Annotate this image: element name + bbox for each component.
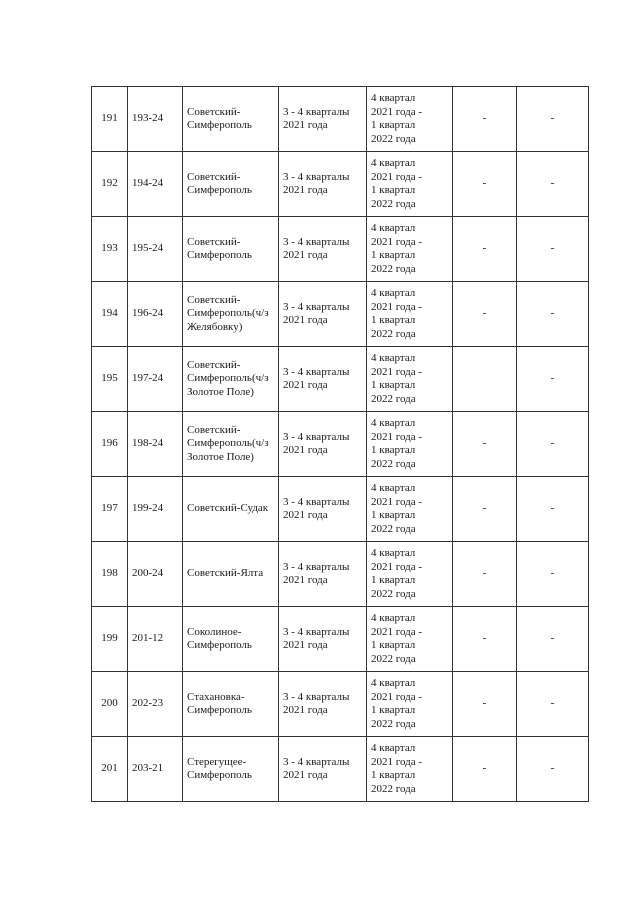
row-number-text: 199	[101, 632, 118, 645]
cell-term	[367, 477, 453, 542]
cell-value-col6	[453, 542, 517, 607]
table-row	[92, 607, 589, 672]
route-name-text: Стахановка- Симферополь	[187, 690, 252, 716]
row-number-text: 201	[101, 762, 118, 775]
period-text: 3 - 4 кварталы 2021 года	[283, 495, 350, 521]
period-text: 3 - 4 кварталы 2021 года	[283, 690, 350, 716]
cell-row-number	[92, 87, 128, 152]
row-number-text: 195	[101, 372, 118, 385]
cell-period	[279, 152, 367, 217]
cell-value-col6	[453, 412, 517, 477]
table-row	[92, 737, 589, 802]
term-text: 4 квартал 2021 года - 1 квартал 2022 года	[371, 222, 423, 275]
route-name-text: Советский- Симферополь	[187, 105, 252, 131]
route-code-text: 194-24	[132, 177, 164, 190]
term-text: 4 квартал 2021 года - 1 квартал 2022 года	[371, 547, 423, 600]
table-row	[92, 152, 589, 217]
row-number-text: 198	[101, 567, 118, 580]
cell-row-number	[92, 282, 128, 347]
period-text: 3 - 4 кварталы 2021 года	[283, 300, 350, 326]
route-code-text: 195-24	[132, 242, 164, 255]
term-text: 4 квартал 2021 года - 1 квартал 2022 года	[371, 92, 423, 145]
cell-route-code	[128, 737, 183, 802]
cell-route-code	[128, 672, 183, 737]
value-col7-text: -	[550, 762, 555, 775]
period-text: 3 - 4 кварталы 2021 года	[283, 170, 350, 196]
cell-route-name	[183, 152, 279, 217]
cell-route-code	[128, 87, 183, 152]
cell-route-code	[128, 282, 183, 347]
cell-route-code	[128, 152, 183, 217]
cell-term	[367, 737, 453, 802]
route-name-text: Советский- Симферополь	[187, 170, 252, 196]
cell-route-code	[128, 217, 183, 282]
cell-route-name	[183, 412, 279, 477]
cell-term	[367, 672, 453, 737]
cell-value-col6	[453, 607, 517, 672]
cell-row-number	[92, 152, 128, 217]
cell-value-col7	[517, 542, 589, 607]
table-row	[92, 87, 589, 152]
cell-period	[279, 607, 367, 672]
route-code-text: 197-24	[132, 372, 164, 385]
period-text: 3 - 4 кварталы 2021 года	[283, 755, 350, 781]
cell-period	[279, 737, 367, 802]
cell-value-col7	[517, 217, 589, 282]
value-col6-text: -	[482, 437, 487, 450]
route-code-text: 203-21	[132, 762, 164, 775]
cell-value-col7	[517, 412, 589, 477]
table-row	[92, 347, 589, 412]
cell-row-number	[92, 672, 128, 737]
cell-period	[279, 477, 367, 542]
period-text: 3 - 4 кварталы 2021 года	[283, 235, 350, 261]
row-number-text: 192	[101, 177, 118, 190]
routes-table	[91, 86, 589, 802]
cell-route-name	[183, 347, 279, 412]
cell-route-name	[183, 217, 279, 282]
value-col7-text: -	[550, 372, 555, 385]
cell-period	[279, 282, 367, 347]
term-text: 4 квартал 2021 года - 1 квартал 2022 года	[371, 352, 423, 405]
cell-route-name	[183, 282, 279, 347]
row-number-text: 200	[101, 697, 118, 710]
cell-period	[279, 217, 367, 282]
value-col7-text: -	[550, 307, 555, 320]
route-name-text: Советский-Ялта	[187, 567, 264, 580]
cell-value-col7	[517, 607, 589, 672]
cell-route-code	[128, 347, 183, 412]
cell-value-col7	[517, 282, 589, 347]
route-code-text: 193-24	[132, 112, 164, 125]
route-name-text: Советский- Симферополь(ч/з Желябовку)	[187, 293, 269, 333]
value-col7-text: -	[550, 567, 555, 580]
cell-value-col6	[453, 347, 517, 412]
cell-row-number	[92, 737, 128, 802]
cell-row-number	[92, 347, 128, 412]
term-text: 4 квартал 2021 года - 1 квартал 2022 года	[371, 417, 423, 470]
cell-value-col6	[453, 672, 517, 737]
value-col6-text: -	[482, 567, 487, 580]
cell-row-number	[92, 607, 128, 672]
table-row	[92, 412, 589, 477]
value-col6-text: -	[482, 502, 487, 515]
cell-row-number	[92, 542, 128, 607]
term-text: 4 квартал 2021 года - 1 квартал 2022 года	[371, 157, 423, 210]
term-text: 4 квартал 2021 года - 1 квартал 2022 года	[371, 482, 423, 535]
cell-period	[279, 412, 367, 477]
cell-term	[367, 607, 453, 672]
route-code-text: 199-24	[132, 502, 164, 515]
cell-value-col6	[453, 87, 517, 152]
period-text: 3 - 4 кварталы 2021 года	[283, 560, 350, 586]
cell-route-code	[128, 542, 183, 607]
row-number-text: 194	[101, 307, 118, 320]
cell-row-number	[92, 412, 128, 477]
row-number-text: 193	[101, 242, 118, 255]
cell-row-number	[92, 217, 128, 282]
cell-route-name	[183, 672, 279, 737]
value-col6-text: -	[482, 177, 487, 190]
cell-value-col7	[517, 477, 589, 542]
term-text: 4 квартал 2021 года - 1 квартал 2022 года	[371, 677, 423, 730]
cell-value-col6	[453, 737, 517, 802]
cell-value-col7	[517, 152, 589, 217]
route-code-text: 198-24	[132, 437, 164, 450]
route-code-text: 202-23	[132, 697, 164, 710]
route-code-text: 200-24	[132, 567, 164, 580]
route-name-text: Стерегущее- Симферополь	[187, 755, 252, 781]
cell-term	[367, 282, 453, 347]
period-text: 3 - 4 кварталы 2021 года	[283, 105, 350, 131]
cell-route-name	[183, 477, 279, 542]
term-text: 4 квартал 2021 года - 1 квартал 2022 года	[371, 287, 423, 340]
term-text: 4 квартал 2021 года - 1 квартал 2022 года	[371, 742, 423, 795]
cell-term	[367, 347, 453, 412]
term-text: 4 квартал 2021 года - 1 квартал 2022 года	[371, 612, 423, 665]
value-col7-text: -	[550, 437, 555, 450]
cell-route-name	[183, 737, 279, 802]
value-col7-text: -	[550, 242, 555, 255]
cell-period	[279, 672, 367, 737]
route-name-text: Советский- Симферополь	[187, 235, 252, 261]
cell-route-name	[183, 607, 279, 672]
value-col6-text: -	[482, 307, 487, 320]
row-number-text: 197	[101, 502, 118, 515]
cell-row-number	[92, 477, 128, 542]
cell-route-code	[128, 477, 183, 542]
cell-route-code	[128, 412, 183, 477]
cell-term	[367, 152, 453, 217]
route-name-text: Советский- Симферополь(ч/з Золотое Поле)	[187, 423, 269, 463]
table-row	[92, 282, 589, 347]
cell-value-col7	[517, 737, 589, 802]
cell-value-col7	[517, 672, 589, 737]
cell-value-col6	[453, 217, 517, 282]
cell-period	[279, 87, 367, 152]
table-row	[92, 542, 589, 607]
cell-value-col6	[453, 282, 517, 347]
row-number-text: 191	[101, 112, 118, 125]
value-col6-text: -	[482, 762, 487, 775]
route-code-text: 201-12	[132, 632, 164, 645]
period-text: 3 - 4 кварталы 2021 года	[283, 365, 350, 391]
period-text: 3 - 4 кварталы 2021 года	[283, 625, 350, 651]
table-row	[92, 217, 589, 282]
value-col7-text: -	[550, 112, 555, 125]
period-text: 3 - 4 кварталы 2021 года	[283, 430, 350, 456]
cell-term	[367, 87, 453, 152]
cell-value-col6	[453, 152, 517, 217]
table-body	[92, 87, 589, 802]
table-row	[92, 477, 589, 542]
cell-term	[367, 542, 453, 607]
value-col7-text: -	[550, 177, 555, 190]
cell-route-code	[128, 607, 183, 672]
cell-term	[367, 412, 453, 477]
value-col7-text: -	[550, 632, 555, 645]
row-number-text: 196	[101, 437, 118, 450]
value-col7-text: -	[550, 697, 555, 710]
cell-value-col6	[453, 477, 517, 542]
cell-value-col7	[517, 347, 589, 412]
route-name-text: Соколиное- Симферополь	[187, 625, 252, 651]
cell-term	[367, 217, 453, 282]
route-name-text: Советский- Симферополь(ч/з Золотое Поле)	[187, 358, 269, 398]
cell-period	[279, 542, 367, 607]
value-col6-text: -	[482, 112, 487, 125]
table-row	[92, 672, 589, 737]
cell-route-name	[183, 542, 279, 607]
cell-value-col7	[517, 87, 589, 152]
route-code-text: 196-24	[132, 307, 164, 320]
route-name-text: Советский-Судак	[187, 502, 269, 515]
value-col7-text: -	[550, 502, 555, 515]
value-col6-text: -	[482, 697, 487, 710]
cell-route-name	[183, 87, 279, 152]
cell-period	[279, 347, 367, 412]
value-col6-text: -	[482, 632, 487, 645]
value-col6-text: -	[482, 242, 487, 255]
